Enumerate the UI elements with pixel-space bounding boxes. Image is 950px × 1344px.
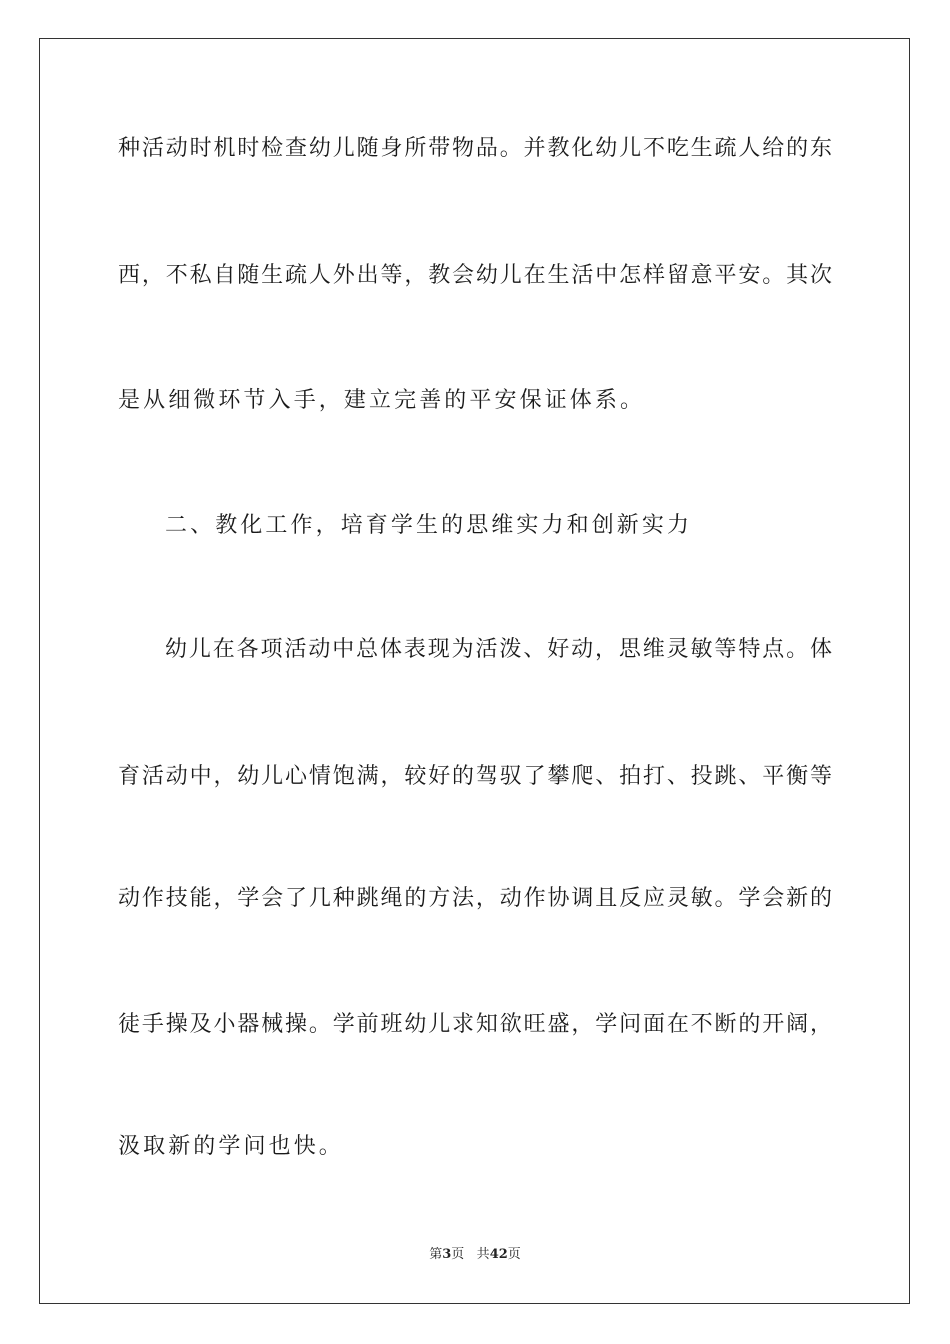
body-line-6: 育活动中，幼儿心情饱满，较好的驾驭了攀爬、拍打、投跳、平衡等 [118,764,832,789]
body-line-1: 种活动时机时检查幼儿随身所带物品。并教化幼儿不吃生疏人给的东 [118,136,832,161]
total-label-prefix: 共 [476,1247,490,1262]
body-line-2: 西，不私自随生疏人外出等，教会幼儿在生活中怎样留意平安。其次 [118,263,832,288]
page-label-suffix: 页 [451,1247,465,1262]
body-line-8: 徒手操及小器械操。学前班幼儿求知欲旺盛，学问面在不断的开阔， [118,1012,832,1037]
page-label-prefix: 第 [429,1247,443,1262]
body-line-9: 汲取新的学问也快。 [118,1134,344,1159]
body-line-5: 幼儿在各项活动中总体表现为活泼、好动，思维灵敏等特点。体 [165,637,832,662]
total-label-suffix: 页 [507,1247,521,1262]
section-heading: 二、教化工作，培育学生的思维实力和创新实力 [165,513,693,538]
page-border [39,38,910,1304]
body-line-3: 是从细微环节入手，建立完善的平安保证体系。 [118,388,646,413]
page-footer [0,1246,950,1264]
total-pages: 42 [489,1247,508,1262]
body-line-7: 动作技能，学会了几种跳绳的方法，动作协调且反应灵敏。学会新的 [118,886,832,911]
page-number: 3 [442,1247,452,1262]
